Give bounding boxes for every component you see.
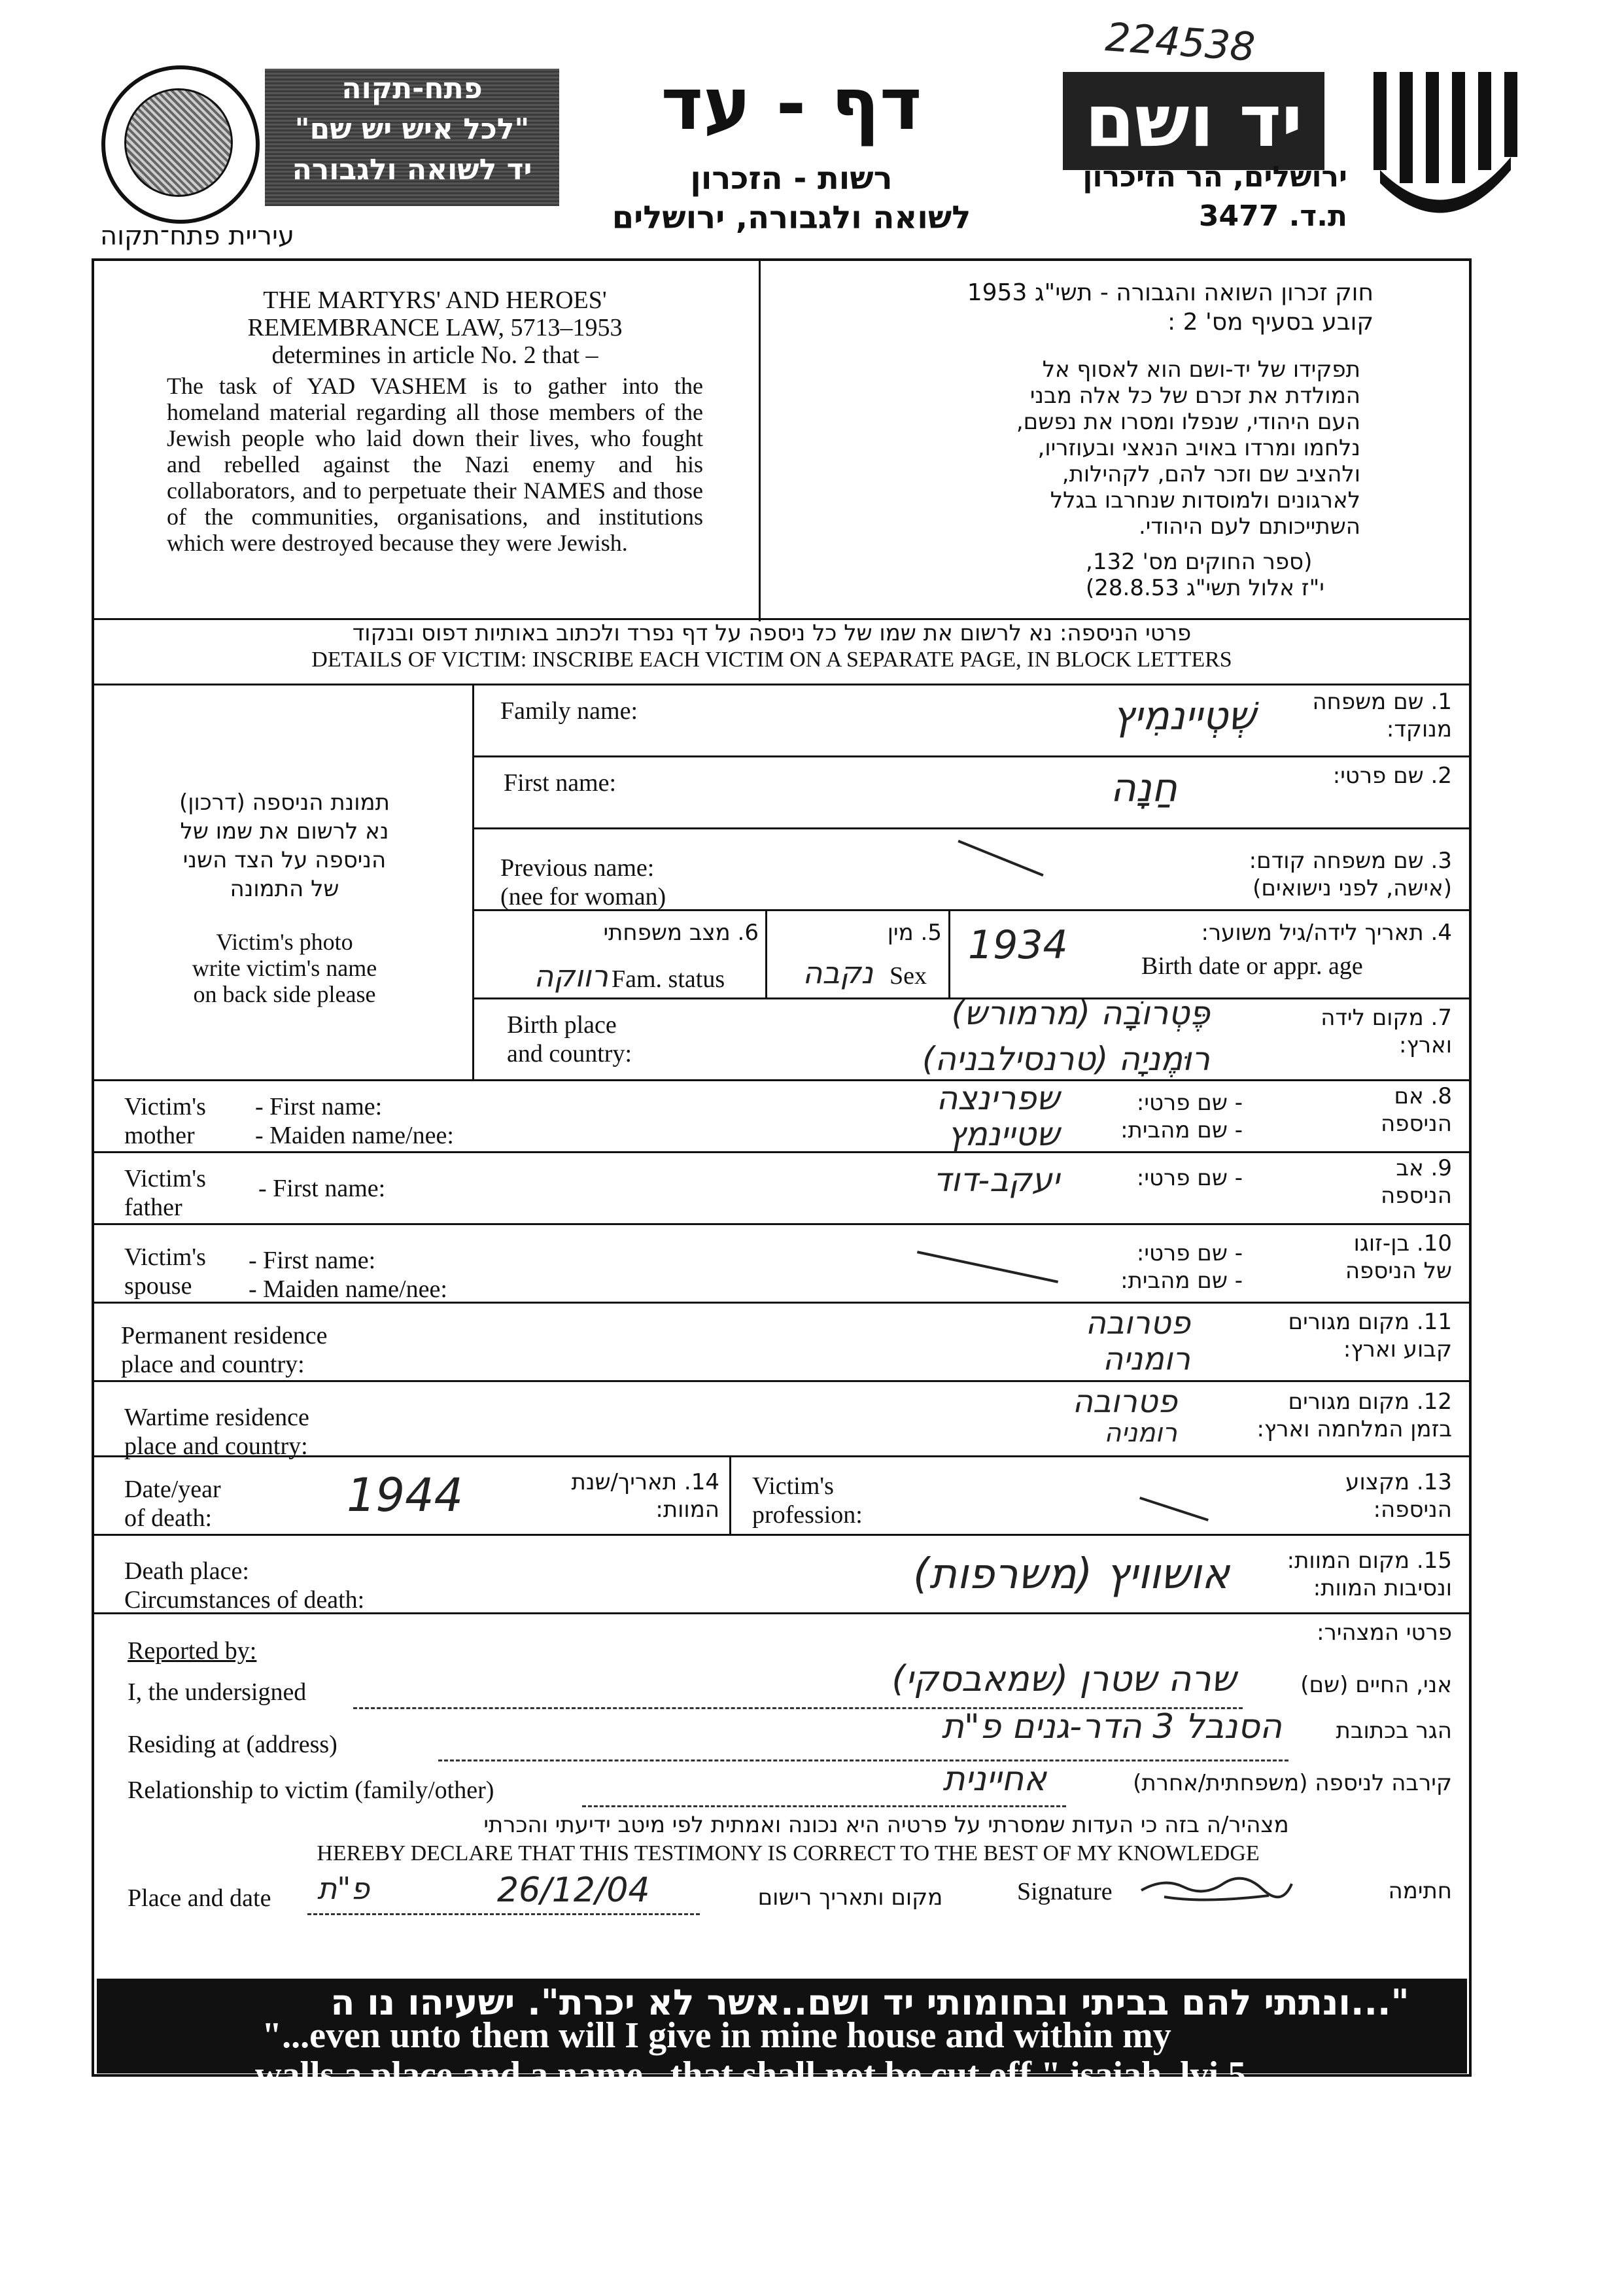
- yad-vashem-flame-icon: [1360, 65, 1530, 242]
- banner-english-line2: walls a place and a name...that shall not be cut off." isaiah, lvi,5: [255, 2054, 1247, 2095]
- death-place-value[interactable]: אושוויץ (משרפות): [913, 1550, 1230, 1599]
- law-he-line: העם היהודי, שנפלו ומסרו את נפשם,: [1016, 409, 1360, 435]
- f8-en-right: - First name:: [255, 1093, 383, 1120]
- yad-vashem-logo-box: יד ושם: [1063, 72, 1324, 170]
- f7-he-line: 7. מקום לידה: [1321, 1005, 1452, 1031]
- first-name-value[interactable]: חַנָה: [1110, 765, 1177, 811]
- form-title: דף - עד: [661, 62, 922, 146]
- serial-number: 224538: [1103, 14, 1257, 71]
- f10-en-left: spouse: [124, 1272, 192, 1300]
- place-date-label-he: מקום ותאריך רישום: [757, 1884, 943, 1911]
- f15-en-line: Death place:: [124, 1557, 249, 1585]
- f8-en-left: mother: [124, 1122, 195, 1149]
- reporter-address-value[interactable]: הסנבל 3 הדר-גנים פ"ת: [941, 1707, 1282, 1746]
- reported-by-label: Reported by:: [128, 1637, 257, 1665]
- signature-label: Signature: [1017, 1878, 1113, 1905]
- birth-place-label-he: [1236, 1004, 1452, 1059]
- birth-place-label: [507, 1011, 632, 1068]
- details-header-english: DETAILS OF VICTIM: INSCRIBE EACH VICTIM ON A SEPARATE PAGE, IN BLOCK LETTERS: [311, 648, 1232, 672]
- f1-he-line: מנוקד:: [1386, 716, 1452, 742]
- law-hebrew-title: [785, 278, 1373, 337]
- law-title-line: determines in article No. 2 that –: [271, 341, 598, 369]
- date-of-death-label: [124, 1475, 221, 1533]
- pt-box-line: פתח-תקוה: [341, 72, 483, 105]
- f14-en-line: of death:: [124, 1504, 213, 1532]
- photo-instructions-hebrew: [131, 788, 438, 903]
- f11-he-line: 11. מקום מגורים: [1288, 1309, 1452, 1335]
- birth-date-label: Birth date or appr. age: [1141, 952, 1363, 980]
- f10-en-right: - First name:: [249, 1247, 376, 1274]
- law-he-title-line: קובע בסעיף מס' 2 :: [1167, 309, 1373, 336]
- f10-en-left: Victim's: [124, 1243, 206, 1271]
- f8-en-right: - Maiden name/nee:: [255, 1122, 454, 1149]
- f14-he-line: 14. תאריך/שנת: [571, 1469, 719, 1495]
- f15-en-line: Circumstances of death:: [124, 1586, 365, 1614]
- f7-en-line: Birth place: [507, 1011, 617, 1039]
- sex-label-he: 5. מין: [887, 920, 942, 946]
- profession-label-he: [1302, 1468, 1452, 1523]
- undersigned-label-he: אני, החיים (שם): [1300, 1672, 1452, 1698]
- spouse-fields-label-he: [1060, 1240, 1243, 1294]
- reporter-name-value[interactable]: שרה שטרן (שמאבסקי): [891, 1658, 1236, 1699]
- law-he-ref: י"ז אלול תשי"ג 28.8.53): [1086, 575, 1324, 601]
- fam-status-label-he: 6. מצב משפחתי: [603, 920, 759, 946]
- law-english-body: The task of YAD VASHEM is to gather into the homeland material regarding all those members of the Jewish people who laid down their lives, who fought and rebelled against the Nazi enemy and his collaborators, and to perpetuate their NAMES and those of the communities, organisations, and institutions which were destroyed because they were Jewish.: [167, 373, 703, 556]
- profession-label: [752, 1472, 863, 1529]
- spouse-fields-label: [249, 1246, 447, 1304]
- permanent-residence-label: [121, 1321, 327, 1379]
- pt-box-line: "לכל איש יש שם": [294, 113, 530, 146]
- f3-he-line: (אישה, לפני נישואים): [1253, 875, 1452, 901]
- law-he-ref: (ספר החוקים מס' 132,: [1086, 549, 1313, 575]
- signature-label-he: חתימה: [1388, 1878, 1452, 1904]
- photo-instructions-english: [131, 929, 438, 1007]
- law-he-line: נלחמו ומרדו באויב הנאצי ובעוזריו,: [1037, 435, 1360, 461]
- f13-en-line: Victim's: [752, 1472, 834, 1500]
- previous-name-label: [500, 854, 666, 911]
- photo-en-line: Victim's photo: [216, 929, 353, 955]
- residing-label: Residing at (address): [128, 1731, 337, 1758]
- date-value[interactable]: 26/12/04: [497, 1871, 650, 1910]
- details-header-hebrew: פרטי הניספה: נא לרשום את שמו של כל ניספה על דף נפרד ולכתוב באותיות דפוס ובנקוד: [352, 620, 1192, 646]
- first-name-label: First name:: [504, 769, 617, 797]
- f8-en-left: Victim's: [124, 1093, 206, 1120]
- f10-he-mid: - שם מהבית:: [1120, 1268, 1243, 1294]
- authority-line1: רשות - הזכרון: [690, 160, 893, 197]
- f12-he-line: בזמן המלחמה וארץ:: [1256, 1416, 1452, 1442]
- f9-en-left: father: [124, 1194, 182, 1221]
- f15-he-line: 15. מקום המוות:: [1287, 1548, 1452, 1574]
- f14-en-line: Date/year: [124, 1476, 221, 1503]
- f9-he-line: הניספה: [1381, 1183, 1452, 1209]
- photo-en-line: on back side please: [193, 981, 376, 1007]
- father-label-he: [1302, 1154, 1452, 1209]
- f13-en-line: profession:: [752, 1501, 863, 1529]
- photo-en-line: write victim's name: [192, 955, 377, 981]
- permanent-residence-country-value[interactable]: רומניה: [1102, 1341, 1190, 1378]
- f1-he-line: 1. שם משפחה: [1312, 689, 1452, 715]
- f9-he-line: 9. אב: [1396, 1155, 1452, 1181]
- photo-he-line: נא לרשום את שמו של: [180, 818, 389, 844]
- date-of-death-label-he: [523, 1468, 719, 1523]
- law-he-line: לארגונים ולמוסדות שנחרבו בגלל: [1050, 487, 1360, 513]
- law-english-title: [167, 286, 703, 369]
- relationship-value[interactable]: אחיינית: [942, 1760, 1046, 1799]
- f12-en-line: Wartime residence: [124, 1404, 309, 1431]
- place-value[interactable]: פ"ת: [317, 1871, 370, 1906]
- place-date-label: Place and date: [128, 1884, 271, 1912]
- mother-fields-label: [255, 1092, 454, 1150]
- relationship-label-he: קירבה לניספה (משפחתית/אחרת): [1133, 1770, 1452, 1796]
- law-he-line: השתייכותם לעם היהודי.: [1138, 513, 1360, 540]
- law-title-line: THE MARTYRS' AND HEROES': [263, 286, 607, 314]
- spouse-label-he: [1282, 1230, 1452, 1285]
- mother-label: [124, 1092, 206, 1150]
- f13-he-line: הניספה:: [1373, 1497, 1452, 1523]
- authority-line2: לשואה ולגבורה, ירושלים: [612, 199, 971, 236]
- family-name-value[interactable]: שְׁטְיינמִיץ: [1113, 693, 1256, 739]
- law-hebrew-body: [772, 356, 1360, 601]
- death-place-label-he: [1243, 1547, 1452, 1602]
- first-name-label-he: 2. שם פרטי:: [1332, 763, 1452, 789]
- f10-he-mid: - שם פרטי:: [1136, 1240, 1243, 1266]
- permanent-residence-place-value[interactable]: פטרובה: [1085, 1305, 1190, 1342]
- spouse-label: [124, 1243, 206, 1300]
- relationship-label: Relationship to victim (family/other): [128, 1777, 494, 1804]
- undersigned-label: I, the undersigned: [128, 1678, 307, 1706]
- mother-first-name-value[interactable]: שפרינצה: [936, 1079, 1060, 1117]
- birth-place-value[interactable]: פֶּטְרוֹבָה (מרמורש): [951, 994, 1210, 1032]
- fam-status-value[interactable]: רווקה: [534, 958, 608, 994]
- mother-label-he: [1302, 1083, 1452, 1137]
- family-name-label-he: [1236, 688, 1452, 743]
- f8-he-mid: - שם מהבית:: [1120, 1117, 1243, 1143]
- city-seal-emblem: [124, 88, 233, 197]
- f3-en-line: (nee for woman): [500, 883, 666, 910]
- f7-he-line: וארץ:: [1399, 1032, 1452, 1058]
- previous-name-label-he: [1112, 847, 1452, 902]
- petah-tikva-box: [265, 69, 559, 206]
- f7-en-line: and country:: [507, 1040, 632, 1067]
- law-he-line: תפקידו של יד-ושם הוא לאסוף אל: [1042, 356, 1360, 383]
- wartime-residence-country-value[interactable]: רומניה: [1104, 1418, 1177, 1448]
- city-label: עיריית פתח־תקוה: [100, 221, 294, 251]
- banner-hebrew: "...ונתתי להם בביתי ובחומותי יד ושם..אשר לא יכרת". ישעיהו נו ה: [330, 1982, 1409, 2023]
- f14-he-line: המוות:: [655, 1497, 719, 1523]
- wartime-residence-label-he: [1171, 1388, 1452, 1443]
- declaration-english: HEREBY DECLARE THAT THIS TESTIMONY IS CORRECT TO THE BEST OF MY KNOWLEDGE: [317, 1841, 1260, 1865]
- f11-he-line: קבוע וארץ:: [1343, 1336, 1452, 1362]
- f8-he-line: 8. אם: [1394, 1083, 1452, 1109]
- date-of-death-value[interactable]: 1944: [347, 1468, 464, 1522]
- residing-label-he: הגר בכתובת: [1336, 1718, 1452, 1744]
- law-he-line: ולהציב שם וזכר להם, לקהילות,: [1062, 461, 1360, 487]
- signature-scribble: [1138, 1864, 1295, 1910]
- f11-en-line: Permanent residence: [121, 1322, 328, 1349]
- sex-value[interactable]: נקבה: [803, 955, 873, 990]
- pt-box-line: יד לשואה ולגבורה: [292, 153, 532, 186]
- law-he-line: המולדת את זכרם של כל אלה מבני: [1029, 383, 1360, 409]
- wartime-residence-label: [124, 1403, 309, 1461]
- f3-en-line: Previous name:: [500, 854, 655, 882]
- photo-he-line: של התמונה: [230, 876, 339, 902]
- birth-date-label-he: 4. תאריך לידה/גיל משוער:: [1201, 920, 1452, 946]
- mother-maiden-name-value[interactable]: שטיינמץ: [947, 1115, 1060, 1153]
- f8-he-mid: - שם פרטי:: [1136, 1090, 1243, 1116]
- mother-fields-label-he: [1060, 1089, 1243, 1144]
- f15-he-line: ונסיבות המוות:: [1313, 1575, 1452, 1601]
- father-fields-label-he: - שם פרטי:: [1136, 1165, 1243, 1191]
- photo-he-line: תמונת הניספה (דרכון): [179, 789, 390, 816]
- yv-po-box: ת.ד. 3477: [1198, 199, 1347, 233]
- f12-en-line: place and country:: [124, 1432, 308, 1460]
- family-name-label: Family name:: [500, 697, 638, 725]
- permanent-residence-label-he: [1243, 1308, 1452, 1363]
- birth-country-value[interactable]: רוּמֶניָה (טרנסילבניה): [922, 1040, 1210, 1078]
- declaration-hebrew: מצהיר/ה בזה כי העדות שמסרתי על פרטיה היא נכונה ואמתית לפי מיטב ידיעתי והכרתי: [483, 1812, 1289, 1838]
- reporter-title-he: פרטי המצהיר:: [1317, 1620, 1452, 1646]
- fam-status-label: Fam. status: [612, 965, 725, 993]
- f11-en-line: place and country:: [121, 1351, 305, 1378]
- banner-english-line1: "...even unto them will I give in mine house and within my: [262, 2015, 1171, 2056]
- photo-he-line: הניספה על הצד השני: [182, 847, 387, 873]
- f12-he-line: 12. מקום מגורים: [1288, 1389, 1452, 1415]
- f10-he-line: של הניספה: [1345, 1258, 1452, 1284]
- law-title-line: REMEMBRANCE LAW, 5713–1953: [247, 314, 623, 341]
- birth-date-value[interactable]: 1934: [968, 922, 1068, 968]
- f10-en-right: - Maiden name/nee:: [249, 1275, 447, 1303]
- father-label: [124, 1164, 206, 1222]
- f9-en-left: Victim's: [124, 1165, 206, 1192]
- f3-he-line: 3. שם משפחה קודם:: [1249, 848, 1452, 874]
- law-he-title-line: חוק זכרון השואה והגבורה - תשי"ג 1953: [967, 279, 1373, 306]
- f10-he-line: 10. בן-זוגו: [1353, 1230, 1452, 1257]
- father-first-name-value[interactable]: יעקב-דוד: [933, 1161, 1060, 1199]
- death-place-label: [124, 1557, 364, 1614]
- yv-address: ירושלים, הר הזיכרון: [1082, 160, 1347, 194]
- f8-he-line: הניספה: [1381, 1111, 1452, 1137]
- f13-he-line: 13. מקצוע: [1345, 1469, 1452, 1495]
- sex-label: Sex: [890, 962, 927, 990]
- father-fields-label: - First name:: [258, 1175, 386, 1202]
- wartime-residence-place-value[interactable]: פטרובה: [1072, 1383, 1177, 1420]
